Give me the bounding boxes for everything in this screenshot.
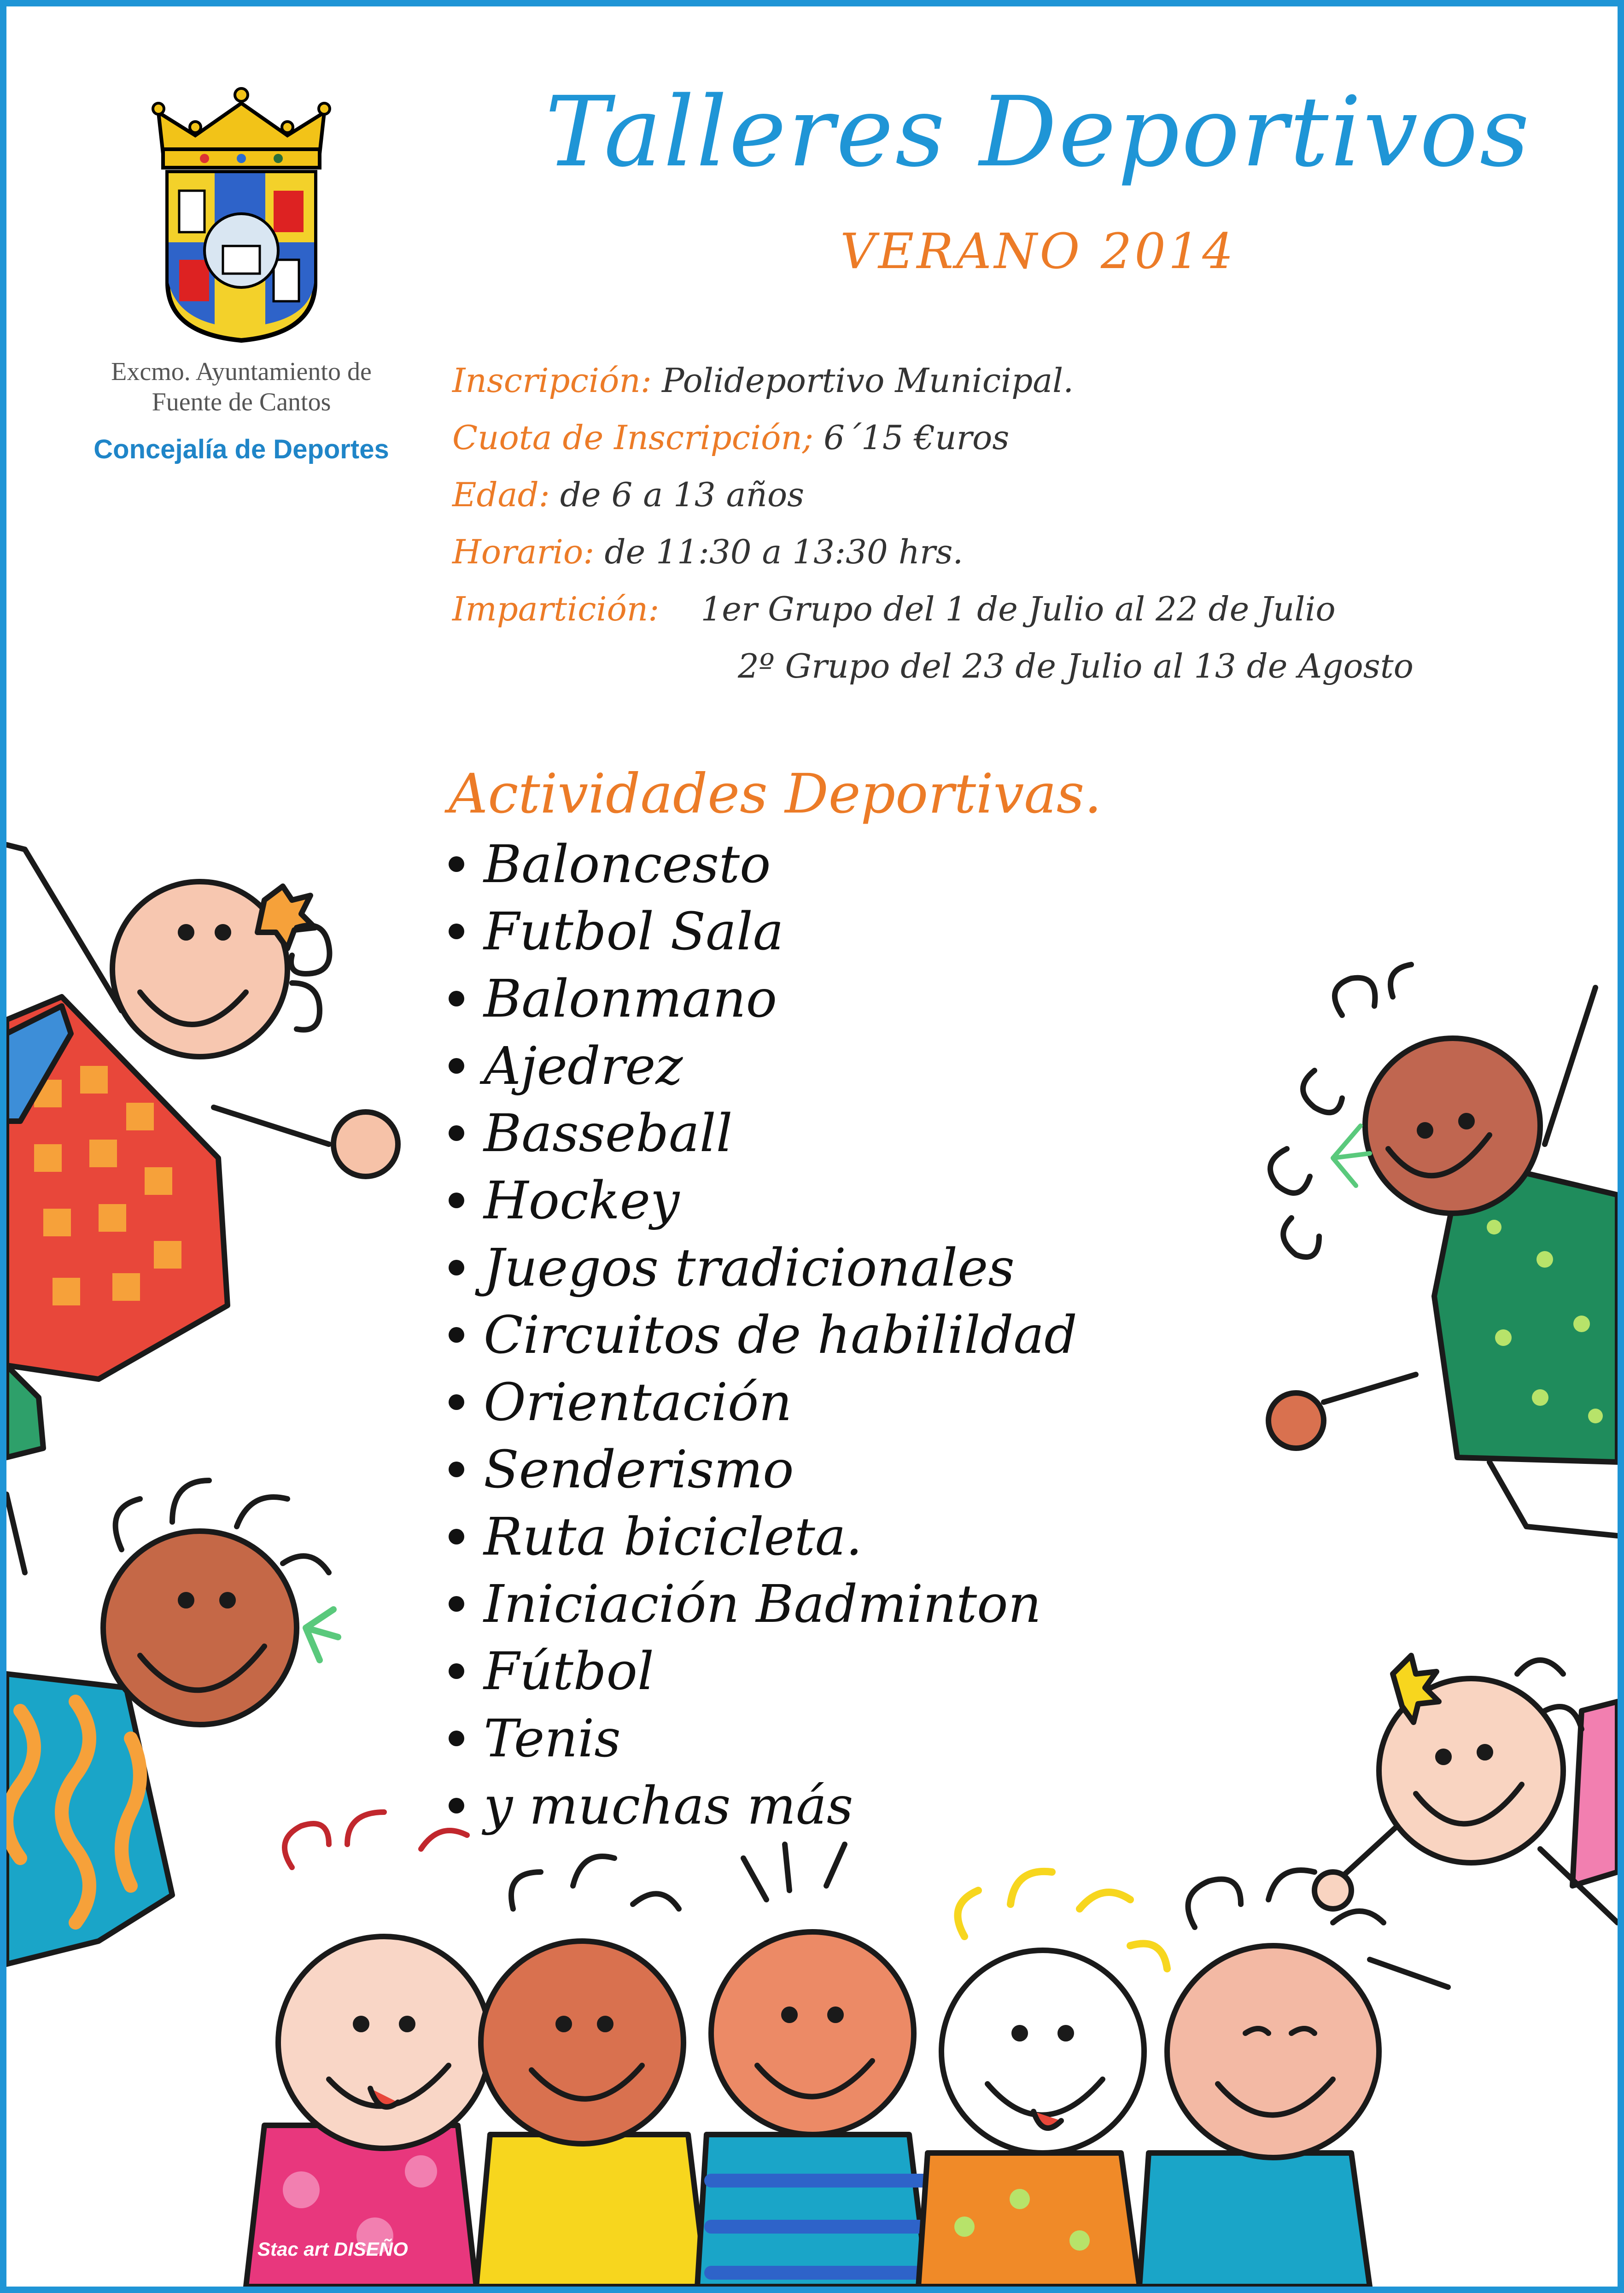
department-name: Concejalía de Deportes bbox=[93, 434, 389, 464]
info-value: Polideportivo Municipal. bbox=[661, 361, 1074, 400]
activity-label: y muchas más bbox=[484, 1776, 853, 1836]
activity-label: Tenis bbox=[484, 1709, 621, 1769]
activities-title: Actividades Deportivas. bbox=[449, 762, 1102, 825]
kid-top-left bbox=[6, 845, 398, 1457]
info-value-group2: 2º Grupo del 23 de Julio al 13 de Agosto bbox=[738, 647, 1414, 685]
activity-label: Hockey bbox=[484, 1171, 680, 1231]
activity-label: Baloncesto bbox=[484, 835, 771, 895]
activity-label: Fútbol bbox=[484, 1642, 654, 1702]
activity-label: Basseball bbox=[484, 1104, 733, 1164]
info-label: Cuota de Inscripción; bbox=[452, 418, 814, 457]
activity-label: Futbol Sala bbox=[484, 902, 784, 962]
page-title: Talleres Deportivos bbox=[545, 76, 1531, 188]
kid-bottom-3 bbox=[697, 1844, 928, 2287]
info-value-group1: 1er Grupo del 1 de Julio al 22 de Julio bbox=[701, 590, 1336, 628]
activity-label: Juegos tradicionales bbox=[484, 1238, 1015, 1298]
info-value: 6´15 €uros bbox=[824, 418, 1010, 457]
info-value: de 11:30 a 13:30 hrs. bbox=[604, 532, 964, 571]
organization-name-line1: Excmo. Ayuntamiento de bbox=[111, 357, 372, 386]
activity-label: Ruta bicicleta. bbox=[484, 1507, 863, 1567]
activity-label: Balonmano bbox=[484, 969, 777, 1029]
info-value: de 6 a 13 años bbox=[560, 475, 805, 514]
activity-label: Orientación bbox=[484, 1373, 792, 1433]
kid-left-middle bbox=[6, 1480, 338, 1964]
activity-label: Circuitos de habilildad bbox=[484, 1305, 1077, 1365]
page-subtitle: VERANO 2014 bbox=[840, 223, 1236, 280]
kid-bottom-1 bbox=[246, 1812, 490, 2287]
organization-name-line2: Fuente de Cantos bbox=[152, 388, 331, 416]
cartoon-kids-illustration bbox=[6, 6, 1618, 2287]
activity-label: Iniciación Badminton bbox=[484, 1574, 1041, 1634]
info-label: Inscripción: bbox=[452, 361, 652, 400]
kid-bottom-4 bbox=[918, 1872, 1167, 2287]
kid-bottom-5 bbox=[1139, 1870, 1448, 2287]
info-label: Impartición: bbox=[452, 590, 660, 628]
activity-label: Ajedrez bbox=[484, 1036, 683, 1096]
kid-right-green bbox=[1268, 965, 1618, 1536]
kid-bottom-2 bbox=[476, 1856, 707, 2287]
kid-right-pink bbox=[1314, 1655, 1618, 1923]
designer-credit: Stac art DISEÑO bbox=[257, 2238, 408, 2260]
activity-label: Senderismo bbox=[484, 1440, 794, 1500]
info-label: Edad: bbox=[452, 475, 550, 514]
info-label: Horario: bbox=[452, 532, 595, 571]
